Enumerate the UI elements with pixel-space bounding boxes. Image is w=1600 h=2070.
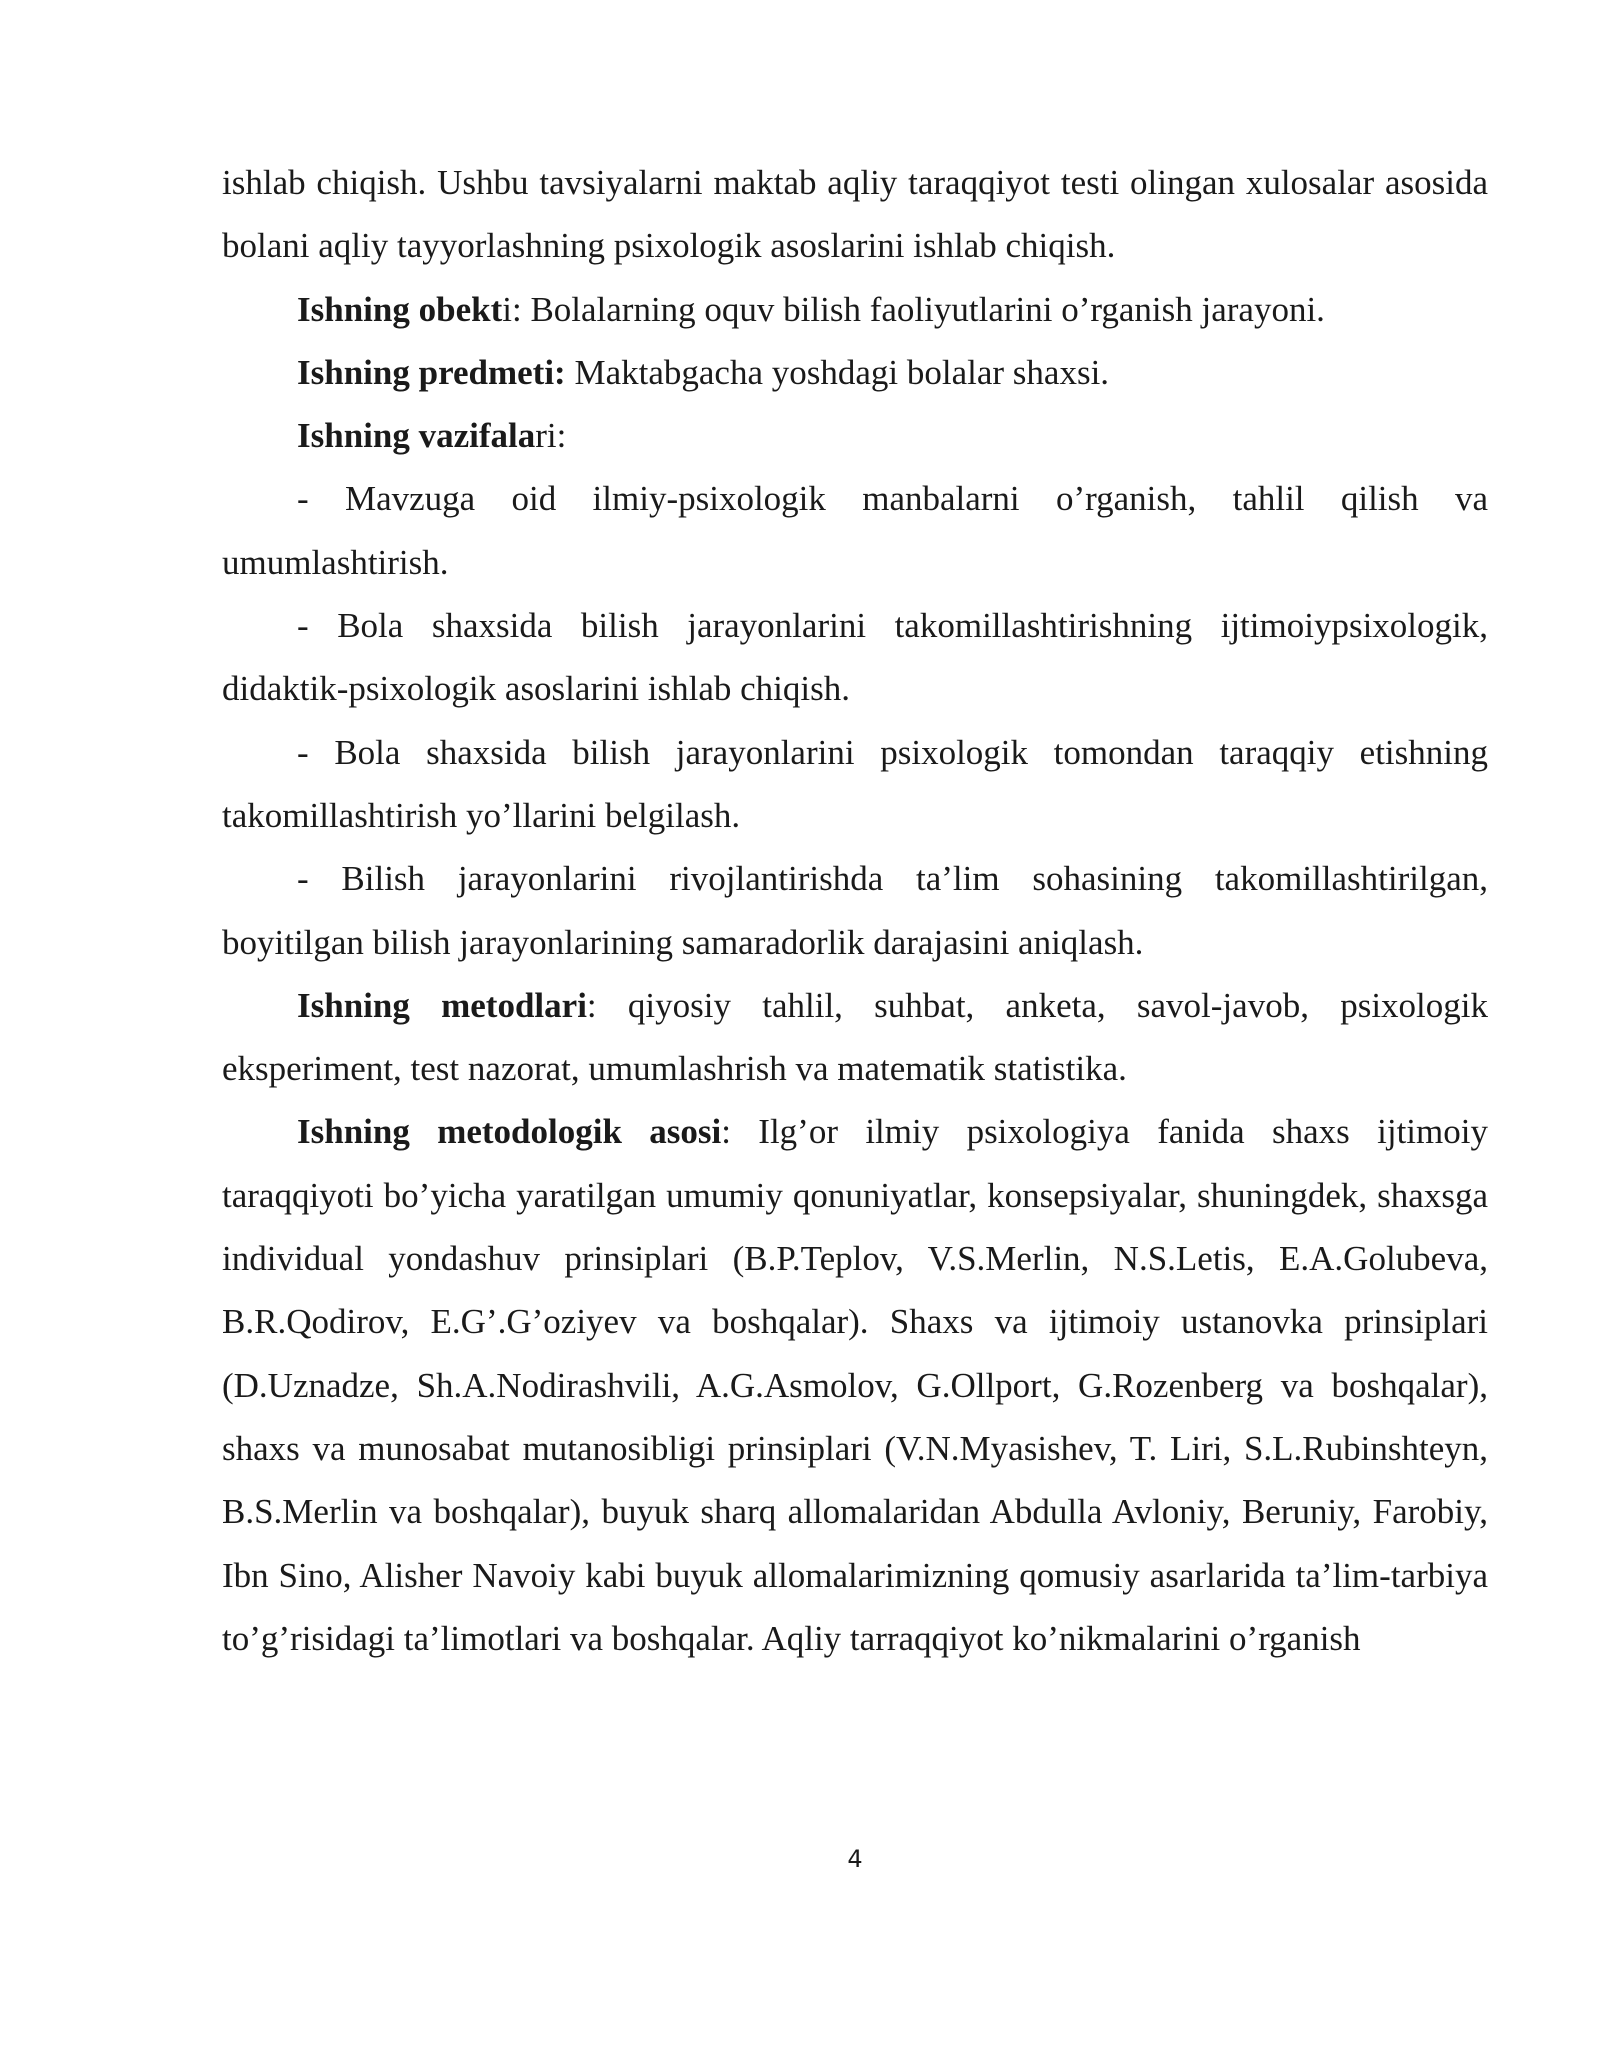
object-heading-tail: i bbox=[502, 289, 512, 329]
paragraph-methods bbox=[222, 974, 1488, 1101]
task-item-3: - Bola shaxsida bilish jarayonlarini psixologik tomondan taraqqiy etishning takomillashtirish yo’llarini belgilash. bbox=[222, 732, 1488, 835]
paragraph-methodology bbox=[222, 1100, 1488, 1670]
object-text: : Bolalarning oquv bilish faoliyutlarini o’rganish jarayoni. bbox=[511, 289, 1325, 329]
methodology-heading: Ishning metodologik asosi bbox=[297, 1112, 722, 1152]
task-item-2: - Bola shaxsida bilish jarayonlarini takomillashtirishning ijtimoiypsixologik, didaktik-psixologik asoslarini ishlab chiqish. bbox=[222, 606, 1488, 709]
paragraph-tasks-heading bbox=[222, 404, 1488, 467]
tasks-heading: Ishning vazifala bbox=[297, 416, 536, 456]
methods-heading: Ishning metodlari bbox=[297, 985, 587, 1025]
tasks-heading-tail: ri: bbox=[535, 416, 567, 456]
paragraph-intro-continuation: ishlab chiqish. Ushbu tavsiyalarni maktab aqliy taraqqiyot testi olingan xulosalar asosida bolani aqliy tayyorlashning psixologik asoslarini ishlab chiqish. bbox=[222, 163, 1488, 266]
task-item-1: - Mavzuga oid ilmiy-psixologik manbalarni o’rganish, tahlil qilish va umumlashtirish. bbox=[222, 479, 1488, 582]
methods-text: : qiyosiy tahlil, suhbat, anketa, savol-javob, psixologik eksperiment, test nazorat, umumlashrish va matematik statistika. bbox=[222, 985, 1488, 1089]
paragraph-subject bbox=[222, 341, 1488, 404]
subject-heading: Ishning predmeti: bbox=[297, 352, 566, 392]
body-text bbox=[222, 151, 1488, 1670]
methodology-text: : Ilg’or ilmiy psixologiya fanida shaxs ijtimoiy taraqqiyoti bo’yicha yaratilgan umumiy qonuniyatlar, konsepsiyalar, shuningdek, shaxsga individual yondashuv prinsiplari (B.P.Teplov, V.S.Merlin, N.S.Letis, E.A.Golubeva, B.R.Qodirov, E.G’.G’oziyev va boshqalar). Shaxs va ijtimoiy ustanovka prinsiplari (D.Uznadze, Sh.A.Nodirashvili, A.G.Asmolov, G.Ollport, G.Rozenberg va boshqalar), shaxs va munosabat mutanosibligi prinsiplari (V.N.Myasishev, T. Liri, S.L.Rubinshteyn, B.S.Merlin va boshqalar), buyuk sharq allomalaridan Abdulla Avloniy, Beruniy, Farobiy, Ibn Sino, Alisher Navoiy kabi buyuk allomalarimizning qomusiy asarlarida ta’lim-tarbiya to’g’risidagi ta’limotlari va boshqalar. Aqliy tarraqqiyot ko’nikmalarini o’rganish bbox=[222, 1112, 1488, 1658]
subject-text: Maktabgacha yoshdagi bolalar shaxsi. bbox=[565, 352, 1110, 392]
task-item-4: - Bilish jarayonlarini rivojlantirishda ta’lim sohasining takomillashtirilgan, boyitilgan bilish jarayonlarining samaradorlik darajasini aniqlash. bbox=[222, 859, 1488, 962]
paragraph-object bbox=[222, 278, 1488, 341]
object-heading: Ishning obekt bbox=[297, 289, 503, 329]
page-number: 4 bbox=[847, 1845, 863, 1873]
